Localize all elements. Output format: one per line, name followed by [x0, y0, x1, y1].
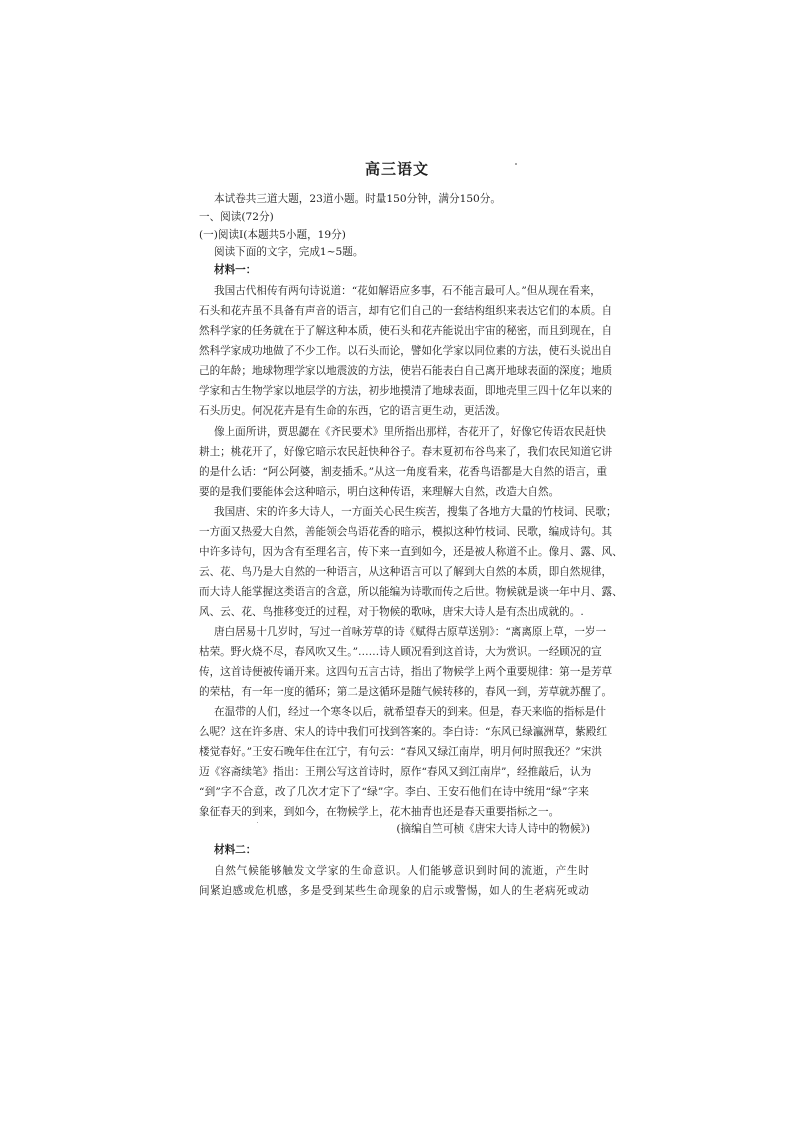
text-line: 象征春天的到来，到如今，在物候学上，花木抽青也还是春天重要指标之一。: [199, 806, 560, 818]
text-line: 迈《容斋续笔》指出：王荆公写这首诗时，原作“春风又到江南岸”，经推敲后，认为: [199, 766, 592, 778]
text-line: 间紧迫感或危机感，多是受到某些生命现象的启示或警惕，如人的生老病死或动: [199, 885, 589, 897]
exam-intro: 本试卷共三道大题，23道小题。时量150分钟，满分150分。: [214, 193, 501, 205]
reading-instruction: 阅读下面的文字，完成1~5题。: [214, 246, 364, 258]
text-line: 自然气候能够触发文学家的生命意识。人们能够意识到时间的流逝，产生时: [214, 865, 589, 877]
text-line: 枯荣。野火烧不尽，春风吹又生。”……诗人顾况看到这首诗，大为赏识。一经顾况的宣: [199, 646, 602, 658]
text-line: 石头历史。何况花卉是有生命的东西，它的语言更生动，更活泼。: [199, 405, 507, 417]
scan-speck: [257, 822, 258, 823]
text-line: 学家和古生物学家以地层学的方法，初步地摸清了地球表面，即地壳里三四十亿年以来的: [199, 385, 613, 397]
text-line: 在温带的人们，经过一个寒冬以后，就希望春天的到来。但是，春天来临的指标是什: [214, 706, 606, 718]
text-line: 唐白居易十几岁时，写过一首咏芳草的诗《赋得古原草送别》：“离离原上草，一岁一: [214, 626, 607, 638]
text-line: 然科学家的任务就在于了解这种本质，使石头和花卉能说出宇宙的秘密，而且到现在，自: [199, 325, 613, 337]
subsection-heading: (一)阅读Ⅰ(本题共5小题，19分): [199, 229, 346, 241]
text-line: 然科学家成功地做了不少工作。以石头而论，譬如化学家以同位素的方法，使石头说出自: [199, 345, 613, 357]
text-line: 石头和花卉虽不具备有声音的语言，却有它们自己的一套结构组织来表达它们的本质。自: [199, 305, 613, 317]
text-line: “到”字不合意，改了几次才定下了“绿”字。李白、王安石他们在诗中统用“绿”字来: [199, 786, 589, 798]
text-line: 我国古代相传有两句诗说道：“花如解语应多事，石不能言最可人。”但从现在看来，: [214, 285, 601, 297]
text-line: 己的年龄；地球物理学家以地震波的方法，使岩石能表白自己离开地球表面的深度；地质: [199, 365, 613, 377]
text-line: 要的是我们要能体会这种暗示，明白这种传语，来理解大自然，改造大自然。: [199, 486, 560, 498]
section-heading: 一、阅读(72分): [199, 211, 274, 223]
source-citation: (摘编自竺可桢《唐宋大诗人诗中的物候》): [396, 823, 590, 835]
text-line: 楼觉春好。”王安石晚年住在江宁，有句云：“春风又绿江南岸，明月何时照我还？”宋洪: [199, 746, 602, 758]
text-line: 中许多诗句，因为含有至理名言，传下来一直到如今，还是被人称道不止。像月、露、风、: [199, 546, 623, 558]
material-two-label: 材料二：: [214, 844, 257, 856]
text-line: 云、花、鸟乃是大自然的一种语言，从这种语言可以了解到大自然的本质，即自然规律，: [199, 566, 613, 578]
text-line: 一方面又热爱大自然，善能领会鸟语花香的暗示，模拟这种竹枝词、民歌，编成诗句。其: [199, 526, 613, 538]
text-line: 风、云、花、鸟推移变迁的过程，对于物候的歌咏，唐宋大诗人是有杰出成就的。.: [199, 606, 584, 618]
text-line: 的是什么话：“阿公阿婆，割麦插禾。”从这一角度看来，花香鸟语都是大自然的语言，重: [199, 466, 608, 478]
text-line: 的荣枯，有一年一度的循环；第二是这循环是随气候转移的，春风一到，芳草就苏醒了。: [199, 686, 613, 698]
page-title: 高三语文: [364, 160, 429, 178]
text-line: 么呢？这在许多唐、宋人的诗中我们可找到答案的。李白诗：“东风已绿瀛洲草，紫殿红: [199, 726, 607, 738]
text-line: 像上面所讲，贾思勰在《齐民要术》里所指出那样，杏花开了，好像它传语农民赶快: [214, 426, 606, 438]
material-one-label: 材料一：: [214, 264, 257, 276]
text-line: 传，这首诗便被传诵开来。这四句五言古诗，指出了物候学上两个重要规律：第一是芳草: [199, 666, 613, 678]
text-line: 我国唐、宋的许多大诗人，一方面关心民生疾苦，搜集了各地方大量的竹枝词、民歌；: [214, 506, 617, 518]
text-line: 耕土；桃花开了，好像它暗示农民赶快种谷子。春末夏初布谷鸟来了，我们农民知道它讲: [199, 446, 613, 458]
text-line: 而大诗人能掌握这类语言的含意，所以能编为诗歌而传之后世。物候就是谈一年中月、露、: [199, 586, 623, 598]
